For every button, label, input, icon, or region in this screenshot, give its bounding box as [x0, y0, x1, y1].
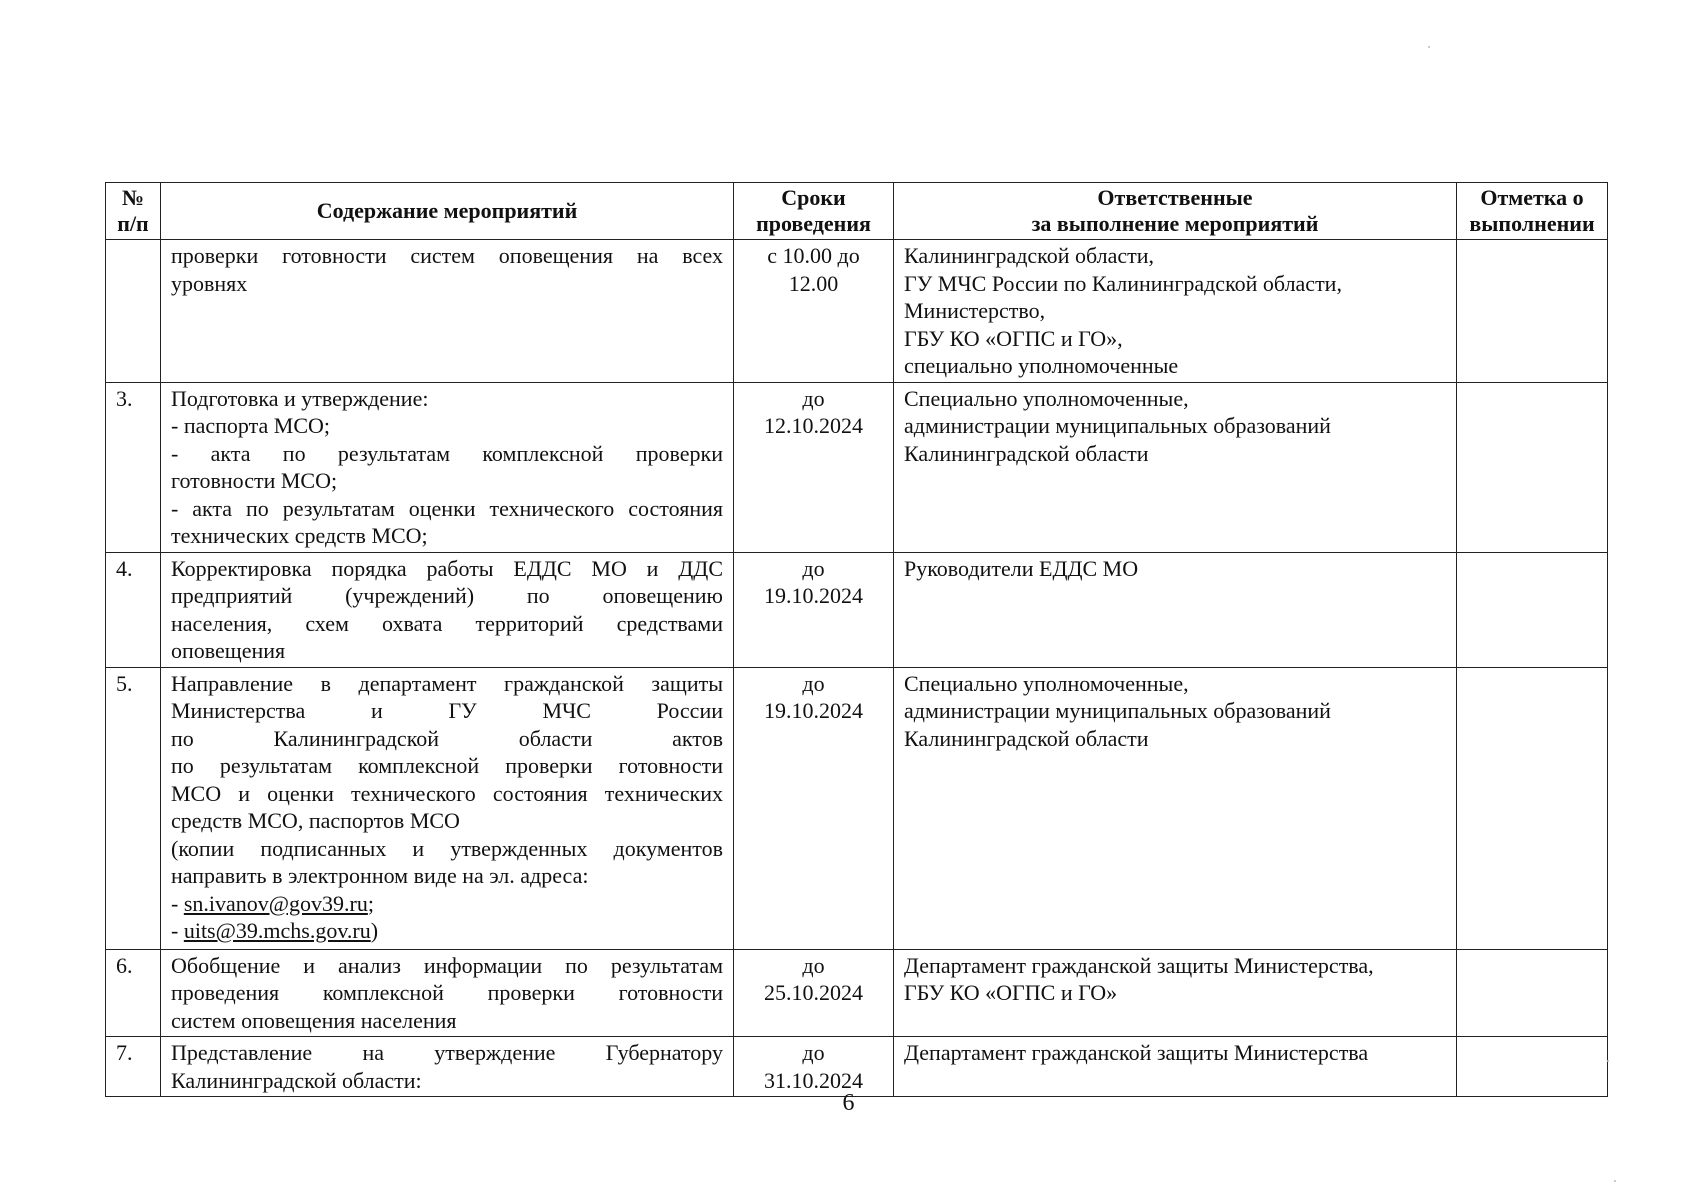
term-line: 19.10.2024: [764, 698, 863, 723]
row-term: [734, 240, 894, 383]
term-line: 31.10.2024: [764, 1067, 863, 1093]
responsible-line: Калининградской области: [904, 440, 1149, 466]
email-prefix: -: [171, 890, 184, 916]
content-line: по Калининградской области актов: [171, 725, 723, 751]
content-line: предприятий (учреждений) по оповещению: [171, 583, 723, 608]
content-line: Обобщение и анализ информации по результатам: [171, 952, 723, 978]
row-num: 5.: [106, 667, 161, 949]
email-close-paren: ): [370, 918, 379, 943]
row-mark: [1457, 667, 1608, 949]
header-responsible-line: Ответственные: [1097, 185, 1253, 210]
content-line: - акта по результатам комплексной проверки: [171, 440, 723, 466]
row-num: 3.: [106, 382, 161, 552]
header-num: № п/п: [106, 183, 161, 240]
term-line: до: [802, 1040, 825, 1065]
content-line: уровнях: [171, 270, 248, 296]
row-mark: [1457, 382, 1608, 552]
responsible-line: Специально уполномоченные,: [904, 385, 1189, 411]
content-line: населения, схем охвата территорий средствами: [171, 610, 723, 636]
row-content: [161, 240, 734, 383]
row-responsible: [894, 240, 1457, 383]
scan-speck: [1614, 1180, 1616, 1182]
content-line: проверки готовности систем оповещения на всех: [171, 243, 723, 268]
table-header-row: [106, 183, 1608, 240]
content-line: Корректировка порядка работы ЕДДС МО и ДДС: [171, 555, 723, 581]
row-content: [161, 1037, 734, 1097]
content-line: направить в электронном виде на эл. адреса:: [171, 863, 589, 888]
table-row: [106, 552, 1608, 667]
row-num: 7.: [106, 1037, 161, 1097]
row-term: [734, 949, 894, 1037]
content-line: Калининградской области:: [171, 1067, 422, 1093]
term-line: 12.10.2024: [764, 413, 863, 438]
content-line: по результатам комплексной проверки готовности: [171, 753, 723, 778]
responsible-line: администрации муниципальных образований: [904, 413, 1331, 438]
content-line: Подготовка и утверждение:: [171, 385, 429, 411]
content-line: - акта по результатам оценки технического состояния: [171, 495, 723, 521]
table-row: [106, 382, 1608, 552]
responsible-line: Министерство,: [904, 298, 1046, 323]
content-line: технических средств МСО;: [171, 523, 428, 548]
responsible-line: Руководители ЕДДС МО: [904, 555, 1139, 581]
email-prefix: -: [171, 918, 184, 943]
term-line: до: [802, 670, 825, 696]
responsible-line: Департамент гражданской защиты Министерства: [904, 1040, 1369, 1065]
content-line: Направление в департамент гражданской защиты: [171, 670, 723, 696]
term-line: до: [802, 555, 825, 581]
content-line: систем оповещения населения: [171, 1007, 457, 1033]
table-row: [106, 240, 1608, 383]
row-mark: [1457, 552, 1608, 667]
row-content: [161, 667, 734, 949]
content-line: средств МСО, паспортов МСО: [171, 808, 460, 833]
row-mark: [1457, 949, 1608, 1037]
email-line: [171, 917, 723, 945]
row-responsible: [894, 382, 1457, 552]
scan-speck: [1607, 1060, 1609, 1062]
row-term: [734, 667, 894, 949]
content-line: Министерства и ГУ МЧС России: [171, 698, 723, 723]
header-term: Сроки проведения: [734, 183, 894, 240]
term-line: с 10.00 до: [767, 243, 860, 268]
row-term: [734, 1037, 894, 1097]
content-line: оповещения: [171, 638, 286, 663]
events-table: [105, 182, 1608, 1097]
header-content: Содержание мероприятий: [161, 183, 734, 240]
row-term: [734, 552, 894, 667]
term-line: до: [802, 385, 825, 411]
table-row: [106, 667, 1608, 949]
responsible-line: Специально уполномоченные,: [904, 670, 1189, 696]
responsible-line: Департамент гражданской защиты Министерства,: [904, 952, 1374, 978]
row-mark: [1457, 240, 1608, 383]
responsible-line: ГБУ КО «ОГПС и ГО»,: [904, 325, 1123, 351]
table-row: [106, 949, 1608, 1037]
responsible-line: Калининградской области,: [904, 243, 1155, 268]
content-line: Представление на утверждение Губернатору: [171, 1040, 723, 1065]
responsible-line: ГБУ КО «ОГПС и ГО»: [904, 980, 1118, 1005]
email-link-ivanov[interactable]: sn.ivanov@gov39.ru: [183, 890, 368, 916]
email-line: [171, 890, 723, 918]
responsible-line: специально уполномоченные: [904, 353, 1179, 378]
term-line: до: [802, 952, 825, 978]
row-responsible: [894, 949, 1457, 1037]
content-line: проведения комплексной проверки готовности: [171, 980, 723, 1005]
email-separator: ;: [367, 890, 374, 916]
content-line: (копии подписанных и утвержденных документов: [171, 835, 723, 861]
table-row: [106, 1037, 1608, 1097]
row-num: 6.: [106, 949, 161, 1037]
email-link-uits[interactable]: uits@39.mchs.gov.ru: [183, 918, 371, 943]
row-content: [161, 949, 734, 1037]
term-line: 25.10.2024: [764, 980, 863, 1005]
row-content: [161, 382, 734, 552]
header-responsible: [894, 183, 1457, 240]
page-number: 6: [842, 1090, 855, 1116]
header-mark: Отметка о выполнении: [1457, 183, 1608, 240]
header-responsible-line: за выполнение мероприятий: [1031, 211, 1319, 236]
row-responsible: [894, 552, 1457, 667]
scan-speck: [1428, 46, 1430, 48]
responsible-line: администрации муниципальных образований: [904, 698, 1331, 723]
row-term: [734, 382, 894, 552]
responsible-line: ГУ МЧС России по Калининградской области,: [904, 270, 1342, 296]
responsible-line: Калининградской области: [904, 725, 1149, 751]
row-responsible: [894, 1037, 1457, 1097]
row-num: 4.: [106, 552, 161, 667]
content-line: МСО и оценки технического состояния технических: [171, 780, 723, 806]
row-num: [106, 240, 161, 383]
term-line: 12.00: [788, 270, 839, 296]
term-line: 19.10.2024: [764, 583, 863, 608]
content-line: - паспорта МСО;: [171, 413, 330, 438]
content-line: готовности МСО;: [171, 468, 338, 493]
row-mark: [1457, 1037, 1608, 1097]
row-responsible: [894, 667, 1457, 949]
row-content: [161, 552, 734, 667]
